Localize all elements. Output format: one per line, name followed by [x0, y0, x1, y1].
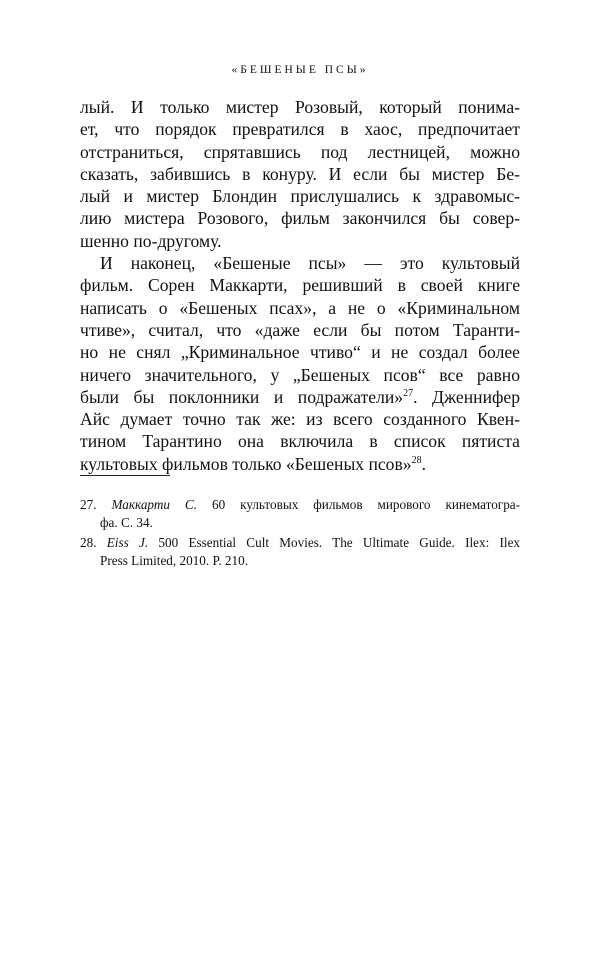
footnote-ref-28[interactable]: 28 [411, 454, 422, 466]
text-line: ет, что порядок превратился в хаос, предпочитает [80, 119, 520, 140]
footnote-text: 60 культовых фильмов мирового кинематогра- [211, 497, 521, 512]
text-segment: культовых фильмов только «Бешеных псов» [80, 453, 412, 474]
text-line: но не снял „Криминальное чтиво“ и не создал более [80, 342, 520, 363]
text-line: лый. И только мистер Розовый, который понима- [80, 97, 520, 117]
footnote-text: 500 Essential Cult Movies. The Ultimate Guide. Ilex: Ilex [158, 535, 521, 550]
running-head: «БЕШЕНЫЕ ПСЫ» [231, 64, 369, 76]
footnote-28 [80, 534, 520, 570]
text-line: ничего значительного, у „Бешеных псов“ все равно [80, 364, 520, 385]
text-segment: были бы поклонники и подражатели» [80, 386, 404, 407]
text-line: тином Тарантино она включила в список пятиста [80, 431, 520, 452]
text-line: чтиве», считал, что «даже если бы потом Таранти- [80, 319, 520, 340]
text-line: сказать, забившись в конуру. И если бы мистер Бе- [80, 163, 520, 184]
footnote-author: Маккарти С. [111, 497, 198, 512]
text-line: написать о «Бешеных псах», а не о «Криминальном [80, 297, 520, 318]
body-text [80, 96, 520, 475]
text-line: шенно по-другому. [80, 230, 222, 251]
footnote-author: Eiss J. [106, 535, 149, 550]
text-line: лию мистера Розового, фильм закончился бы совер- [80, 208, 520, 229]
text-line: фильм. Сорен Маккарти, решивший в своей книге [80, 275, 520, 296]
footnote-line: фа. С. 34. [100, 515, 153, 530]
footnote-divider [80, 475, 170, 476]
footnote-line [80, 534, 520, 552]
text-line: лый и мистер Блондин прислушались к здравомыс- [80, 186, 520, 207]
footnotes [80, 496, 520, 572]
footnote-ref-27[interactable]: 27 [403, 388, 414, 399]
text-line: Айс думает точно так же: из всего созданного Квен- [80, 409, 520, 430]
footnote-27 [80, 496, 520, 532]
footnote-number: 27. [80, 497, 97, 512]
text-line: И наконец, «Бешеные псы» — это культовый [100, 253, 520, 274]
text-segment: . Дженнифер [413, 386, 520, 407]
footnote-line: Press Limited, 2010. P. 210. [100, 553, 248, 568]
footnote-line [80, 496, 520, 514]
text-line-with-note [80, 386, 520, 408]
text-line: отстраниться, спрятавшись под лестницей, можно [80, 141, 520, 162]
footnote-number: 28. [80, 535, 97, 550]
text-segment: . [421, 453, 426, 474]
text-line-with-note [80, 453, 520, 475]
